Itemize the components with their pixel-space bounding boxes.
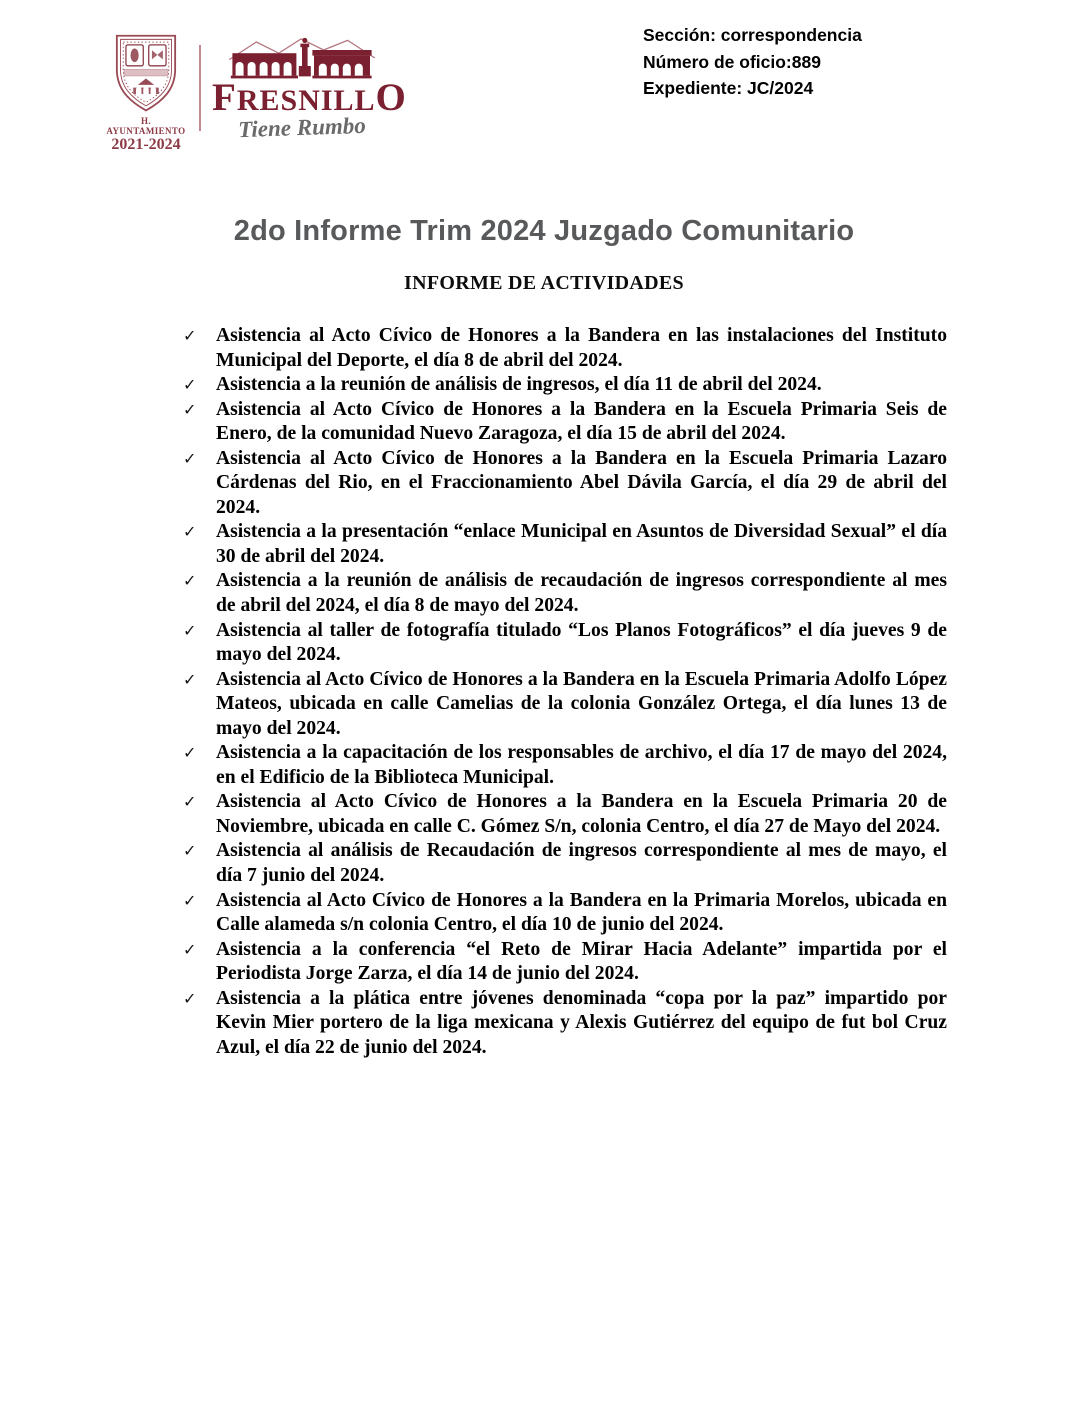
activity-text: Asistencia a la reunión de análisis de ingresos, el día 11 de abril del 2024.	[216, 374, 822, 396]
correspondence-file: Expediente: JC/2024	[643, 78, 814, 98]
check-icon: ✓	[183, 522, 197, 542]
check-icon: ✓	[183, 939, 197, 959]
document-title: 2do Informe Trim 2024 Juzgado Comunitario	[233, 215, 855, 247]
check-icon: ✓	[183, 743, 197, 763]
list-item	[183, 619, 947, 668]
list-item	[183, 398, 947, 447]
activity-text: Asistencia a la capacitación de los responsables de archivo, el día 17 de mayo del 2024, en el Edificio de la Biblioteca Municipal.	[216, 742, 947, 788]
logo-divider	[199, 45, 201, 131]
activity-text: Asistencia al análisis de Recaudación de ingresos correspondiente al mes de mayo, el día 7 junio del 2024.	[216, 840, 947, 887]
activity-text: Asistencia al Acto Cívico de Honores a la Bandera en la Escuela Primaria Adolfo López Mateos, ubicada en calle Camelias de la colonia González Ortega, el día lunes 13 de mayo del 2024.	[216, 668, 947, 739]
correspondence-section: Sección: correspondencia	[643, 25, 862, 45]
activity-text: Asistencia al taller de fotografía titulado “Los Planos Fotográficos” el día jueves 9 de mayo del 2024.	[216, 619, 947, 666]
check-icon: ✓	[183, 326, 197, 345]
check-icon: ✓	[183, 448, 197, 468]
check-icon: ✓	[183, 988, 197, 1008]
activity-text: Asistencia a la presentación “enlace Municipal en Asuntos de Diversidad Sexual” el día 30 de abril del 2024.	[216, 521, 947, 567]
activity-text: Asistencia a la reunión de análisis de recaudación de ingresos correspondiente al mes de abril del 2024, el día 8 de mayo del 2024.	[216, 570, 947, 617]
check-icon: ✓	[183, 669, 197, 689]
activities-list	[183, 324, 947, 1060]
list-item	[183, 373, 947, 398]
correspondence-office-number: Número de oficio:889	[643, 51, 821, 72]
activity-text: Asistencia al Acto Cívico de Honores a la Bandera en las instalaciones del Instituto Municipal del Deporte, el día 8 de abril del 2024.	[216, 325, 947, 371]
check-icon: ✓	[183, 375, 197, 395]
activity-text: Asistencia al Acto Cívico de Honores a la Bandera en la Escuela Primaria Lazaro Cárdenas del Rio, en el Fraccionamiento Abel Dávila García, el día 29 de abril del 2024.	[216, 447, 947, 518]
list-item	[183, 324, 947, 373]
list-item	[183, 987, 947, 1061]
list-item	[183, 668, 947, 742]
correspondence-block	[643, 22, 862, 102]
monument-colonnade-icon	[212, 34, 392, 82]
list-item	[183, 889, 947, 938]
list-item	[183, 520, 947, 569]
activity-text: Asistencia al Acto Cívico de Honores a la Bandera en la Escuela Primaria Seis de Enero, de la comunidad Nuevo Zaragoza, el día 15 de abril del 2024.	[216, 398, 947, 445]
activity-text: Asistencia al Acto Cívico de Honores a la Bandera en la Primaria Morelos, ubicada en Calle alameda s/n colonia Centro, el día 10 de junio del 2024.	[216, 889, 947, 936]
activity-text: Asistencia a la conferencia “el Reto de Mirar Hacia Adelante” impartida por el Periodista Jorge Zarza, el día 14 de junio del 2024.	[216, 938, 947, 985]
list-item	[183, 790, 947, 839]
list-item	[183, 839, 947, 888]
check-icon: ✓	[183, 792, 197, 812]
activity-text: Asistencia a la plática entre jóvenes denominada “copa por la paz” impartido por Kevin Mier portero de la liga mexicana y Alexis Gutiérrez del equipo de fut bol Cruz Azul, el día 22 de junio del 2024.	[216, 987, 947, 1058]
document-subtitle: INFORME DE ACTIVIDADES	[404, 272, 684, 294]
coat-of-arms-icon	[102, 33, 190, 115]
list-item	[183, 569, 947, 618]
fresnillo-logo	[212, 34, 407, 143]
list-item	[183, 447, 947, 521]
municipal-seal	[102, 33, 190, 153]
check-icon: ✓	[183, 890, 197, 910]
activity-text: Asistencia al Acto Cívico de Honores a la Bandera en la Escuela Primaria 20 de Noviembre, ubicada en calle C. Gómez S/n, colonia Centro, el día 27 de Mayo del 2024.	[216, 791, 947, 837]
check-icon: ✓	[183, 620, 197, 640]
check-icon: ✓	[183, 399, 197, 419]
list-item	[183, 741, 947, 790]
brand-tagline: Tiene Rumbo	[237, 112, 367, 143]
check-icon: ✓	[183, 841, 197, 861]
check-icon: ✓	[183, 571, 197, 591]
seal-term-label: 2021-2024	[111, 136, 181, 153]
brand-name: FRESNILLO	[212, 76, 407, 119]
seal-institution-label: H. AYUNTAMIENTO	[106, 116, 186, 136]
list-item	[183, 938, 947, 987]
